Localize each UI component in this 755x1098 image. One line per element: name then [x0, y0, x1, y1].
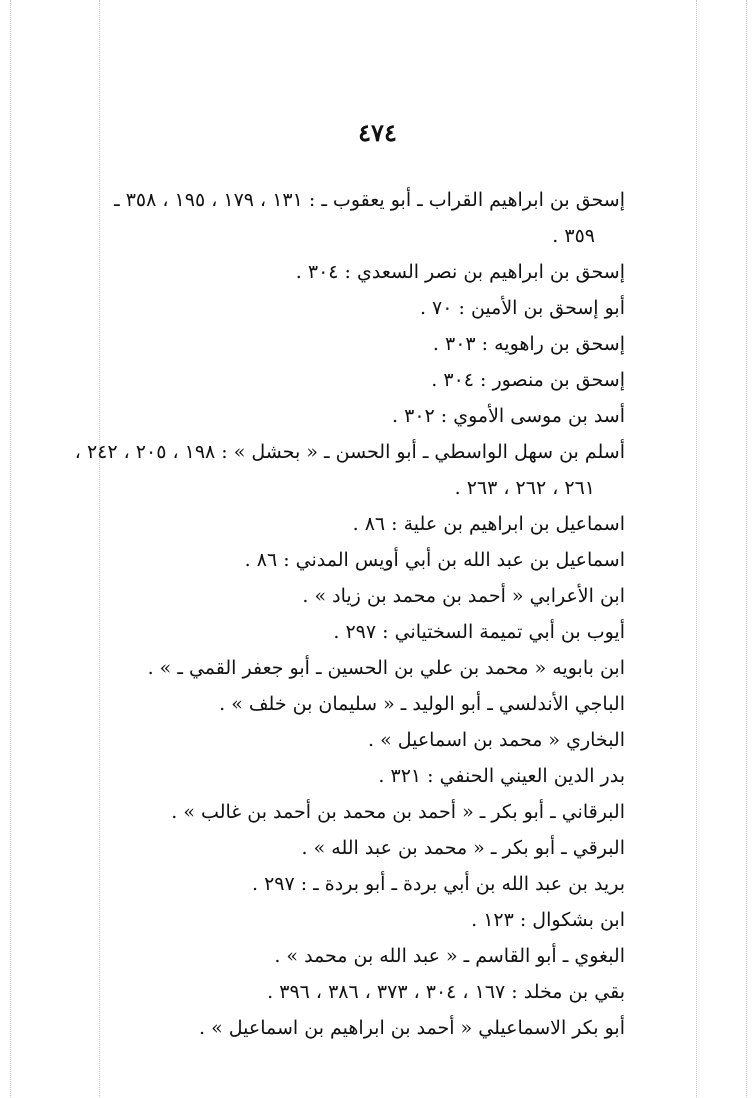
- index-entry: [105, 938, 625, 974]
- index-entry: [105, 758, 625, 794]
- index-entry: [74, 434, 625, 506]
- index-entry-list: [74, 182, 625, 1046]
- index-entry-text: البخاري « محمد بن اسماعيل » .: [367, 729, 625, 751]
- margin-guide-line: [10, 0, 11, 1098]
- index-entry: [105, 902, 625, 938]
- index-entry-text: بدر الدين العيني الحنفي : ٣٢١ .: [378, 765, 625, 787]
- index-entry: [105, 974, 625, 1010]
- index-entry: [105, 326, 625, 362]
- index-entry: [105, 290, 625, 326]
- index-entry: [105, 398, 625, 434]
- index-entry: [105, 578, 625, 614]
- index-entry-text: إسحق بن منصور : ٣٠٤ .: [431, 369, 625, 391]
- index-entry-text: أبو إسحق بن الأمين : ٧٠ .: [419, 297, 625, 319]
- index-entry-text: ابن بشكوال : ١٢٣ .: [471, 909, 625, 931]
- index-entry: [105, 542, 625, 578]
- index-entry-text: أيوب بن أبي تميمة السختياني : ٢٩٧ .: [333, 621, 625, 643]
- index-entry: [105, 362, 625, 398]
- index-entry: [105, 686, 625, 722]
- index-entry: [105, 182, 625, 254]
- index-entry: [105, 1010, 625, 1046]
- index-entry-text: إسحق بن ابراهيم القراب ـ أبو يعقوب ـ : ١٣١ ، ١٧٩ ، ١٩٥ ، ٣٥٨ ـ: [114, 189, 625, 211]
- index-entry: [105, 614, 625, 650]
- index-entry: [105, 866, 625, 902]
- index-entry-text: ابن بابويه « محمد بن علي بن الحسين ـ أبو جعفر القمي ـ » .: [147, 657, 625, 679]
- index-entry-text: البرقاني ـ أبو بكر ـ « أحمد بن محمد بن أحمد بن غالب » .: [171, 801, 625, 823]
- index-entry: [105, 254, 625, 290]
- index-entry: [105, 830, 625, 866]
- index-entry-text: بقي بن مخلد : ١٦٧ ، ٣٠٤ ، ٣٧٣ ، ٣٨٦ ، ٣٩٦ .: [267, 981, 625, 1003]
- index-entry-text: البغوي ـ أبو القاسم ـ « عبد الله بن محمد » .: [274, 945, 625, 967]
- index-entry-text: اسماعيل بن عبد الله بن أبي أويس المدني : ٨٦ .: [244, 549, 625, 571]
- index-entry: [105, 722, 625, 758]
- index-entry-text: أبو بكر الاسماعيلي « أحمد بن ابراهيم بن اسماعيل » .: [199, 1017, 625, 1039]
- index-entry-text: إسحق بن ابراهيم بن نصر السعدي : ٣٠٤ .: [295, 261, 625, 283]
- index-entry-text: أسلم بن سهل الواسطي ـ أبو الحسن ـ « بحشل » : ١٩٨ ، ٢٠٥ ، ٢٤٢ ،: [74, 441, 625, 463]
- index-entry-text: الباجي الأندلسي ـ أبو الوليد ـ « سليمان بن خلف » .: [219, 693, 625, 715]
- page-number: ٤٧٤: [358, 118, 397, 147]
- index-entry-text: ابن الأعرابي « أحمد بن محمد بن زياد » .: [302, 585, 625, 607]
- index-entry-text: اسماعيل بن ابراهيم بن علية : ٨٦ .: [352, 513, 625, 535]
- margin-guide-line: [746, 0, 747, 1098]
- index-entry-text: إسحق بن راهويه : ٣٠٣ .: [432, 333, 625, 355]
- index-entry: [105, 650, 625, 686]
- margin-guide-line: [99, 0, 100, 1098]
- index-entry: [105, 506, 625, 542]
- index-entry-text: بريد بن عبد الله بن أبي بردة ـ أبو بردة ـ : ٢٩٧ .: [251, 873, 625, 895]
- index-entry-text: أسد بن موسى الأموي : ٣٠٢ .: [392, 405, 625, 427]
- index-entry-text: البرقي ـ أبو بكر ـ « محمد بن عبد الله » .: [301, 837, 625, 859]
- index-entry-continuation: ٣٥٩ .: [552, 225, 595, 247]
- index-entry: [105, 794, 625, 830]
- margin-guide-line: [696, 0, 697, 1098]
- index-entry-continuation: ٢٦١ ، ٢٦٢ ، ٢٦٣ .: [454, 477, 595, 499]
